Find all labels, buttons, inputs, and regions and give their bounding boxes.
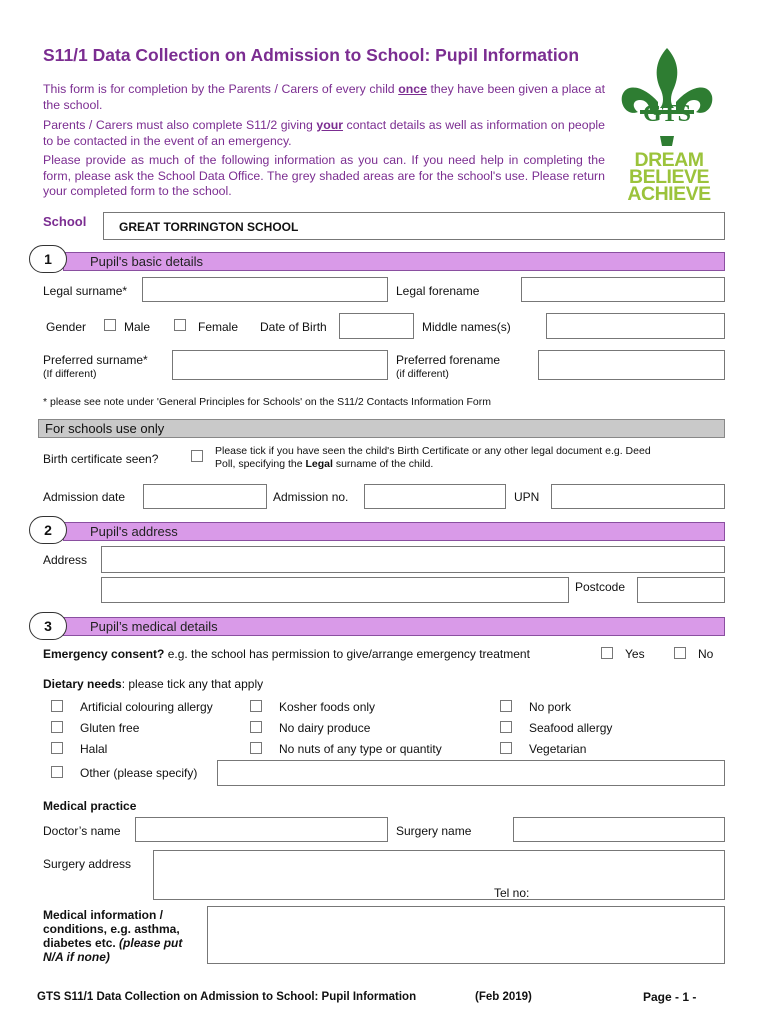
medical-practice-heading: Medical practice xyxy=(43,799,137,813)
gender-label: Gender xyxy=(46,320,87,334)
emergency-no-checkbox[interactable] xyxy=(674,647,686,659)
logo-initials: GTS xyxy=(642,101,692,127)
diet-no-nuts-label: No nuts of any type or quantity xyxy=(279,742,442,756)
diet-kosher-checkbox[interactable] xyxy=(250,700,262,712)
diet-no-dairy-checkbox[interactable] xyxy=(250,721,262,733)
diet-no-dairy-label: No dairy produce xyxy=(279,721,371,735)
gender-female-checkbox[interactable] xyxy=(174,319,186,331)
legal-forename-input[interactable] xyxy=(521,277,725,302)
surgery-name-input[interactable] xyxy=(513,817,725,842)
diet-kosher-label: Kosher foods only xyxy=(279,700,376,714)
admission-date-input[interactable] xyxy=(143,484,267,509)
postcode-input[interactable] xyxy=(637,577,725,603)
gender-female-label: Female xyxy=(198,320,239,334)
diet-seafood-label: Seafood allergy xyxy=(529,721,613,735)
admission-no-input[interactable] xyxy=(364,484,506,509)
emergency-yes-checkbox[interactable] xyxy=(601,647,613,659)
medical-info-label-line3: diabetes etc. (please put xyxy=(43,936,183,950)
section-1-title: Pupil's basic details xyxy=(90,254,204,269)
preferred-forename-note: (if different) xyxy=(396,368,449,380)
middle-names-label: Middle names(s) xyxy=(422,320,511,334)
admission-date-label: Admission date xyxy=(43,490,126,504)
school-use-title: For schools use only xyxy=(45,421,165,436)
admission-no-label: Admission no. xyxy=(273,490,349,504)
diet-no-pork-label: No pork xyxy=(529,700,572,714)
logo-believe: BELIEVE xyxy=(629,166,709,188)
medical-info-input[interactable] xyxy=(207,906,725,964)
section-3-title: Pupil’s medical details xyxy=(90,619,218,634)
upn-label: UPN xyxy=(514,490,540,504)
diet-halal-checkbox[interactable] xyxy=(51,742,63,754)
preferred-forename-input[interactable] xyxy=(538,350,725,380)
dietary-needs-label: Dietary needs: please tick any that apply xyxy=(43,677,264,691)
diet-other-input[interactable] xyxy=(217,760,725,786)
emergency-consent-label: Emergency consent? e.g. the school has permission to give/arrange emergency treatment xyxy=(43,647,530,661)
birth-cert-label: Birth certificate seen? xyxy=(43,452,159,466)
preferred-surname-input[interactable] xyxy=(172,350,388,380)
gender-male-label: Male xyxy=(124,320,151,334)
medical-info-label-line4: N/A if none) xyxy=(43,950,110,964)
tel-label: Tel no: xyxy=(494,886,530,900)
doctors-name-input[interactable] xyxy=(135,817,388,842)
diet-halal-label: Halal xyxy=(80,742,108,756)
preferred-surname-note: (If different) xyxy=(43,368,97,380)
diet-vegetarian-checkbox[interactable] xyxy=(500,742,512,754)
gender-male-checkbox[interactable] xyxy=(104,319,116,331)
birth-cert-checkbox[interactable] xyxy=(191,450,203,462)
section-2-title: Pupil's address xyxy=(90,524,178,539)
intro-paragraph-1: This form is for completion by the Parents / Carers of every child once they have been given a place at the school. xyxy=(43,82,606,112)
logo-dream: DREAM xyxy=(634,149,704,171)
dob-input[interactable] xyxy=(339,313,414,339)
middle-names-input[interactable] xyxy=(546,313,725,339)
section-3-number: 3 xyxy=(29,612,67,640)
diet-no-pork-checkbox[interactable] xyxy=(500,700,512,712)
diet-no-nuts-checkbox[interactable] xyxy=(250,742,262,754)
diet-other-checkbox[interactable] xyxy=(51,766,63,778)
preferred-forename-label: Preferred forename xyxy=(396,353,501,367)
surgery-name-label: Surgery name xyxy=(396,824,472,838)
intro-paragraph-2: Parents / Carers must also complete S11/2 giving your contact details as well as information on people to be contacted in the event of an emergency. xyxy=(43,118,605,148)
medical-info-label-line2: conditions, e.g. asthma, xyxy=(43,922,180,936)
dob-label: Date of Birth xyxy=(260,320,327,334)
diet-artificial-colouring-checkbox[interactable] xyxy=(51,700,63,712)
birth-cert-note-line1: Please tick if you have seen the child's Birth Certificate or any other legal document e.g. Deed xyxy=(215,445,651,457)
surgery-address-input[interactable] xyxy=(153,850,725,900)
section-1-number: 1 xyxy=(29,245,67,273)
footer-form-title: GTS S11/1 Data Collection on Admission to School: Pupil Information xyxy=(37,991,417,1003)
address-label: Address xyxy=(43,553,88,567)
diet-artificial-colouring-label: Artificial colouring allergy xyxy=(80,700,213,714)
logo-achieve: ACHIEVE xyxy=(627,183,711,205)
surgery-address-label: Surgery address xyxy=(43,857,132,871)
emergency-yes-label: Yes xyxy=(625,647,645,661)
footer-date: (Feb 2019) xyxy=(475,991,532,1003)
medical-info-label-line1: Medical information / xyxy=(43,908,164,922)
diet-gluten-free-checkbox[interactable] xyxy=(51,721,63,733)
legal-forename-label: Legal forename xyxy=(396,284,480,298)
diet-seafood-checkbox[interactable] xyxy=(500,721,512,733)
page-title: S11/1 Data Collection on Admission to School: Pupil Information xyxy=(43,45,580,65)
school-field[interactable] xyxy=(103,212,725,240)
address-line1-input[interactable] xyxy=(101,546,725,573)
diet-other-label: Other (please specify) xyxy=(80,766,198,780)
legal-surname-label: Legal surname* xyxy=(43,284,128,298)
surname-footnote: * please see note under 'General Principles for Schools' on the S11/2 Contacts Information Form xyxy=(43,396,491,408)
intro-paragraph-3: Please provide as much of the following information as you can. If you need help in completing the form, please ask the School Data Office. The grey shaded areas are for the school's use. Please return your completed form to the school. xyxy=(43,153,605,198)
birth-cert-note-line2: Poll, specifying the Legal surname of the child. xyxy=(215,458,434,470)
diet-vegetarian-label: Vegetarian xyxy=(529,742,587,756)
address-line2-input[interactable] xyxy=(101,577,569,603)
legal-surname-input[interactable] xyxy=(142,277,388,302)
emergency-no-label: No xyxy=(698,647,714,661)
doctors-name-label: Doctor’s name xyxy=(43,824,121,838)
upn-input[interactable] xyxy=(551,484,725,509)
school-value: GREAT TORRINGTON SCHOOL xyxy=(119,220,299,234)
postcode-label: Postcode xyxy=(575,580,626,594)
school-label: School xyxy=(43,214,87,229)
section-2-number: 2 xyxy=(29,516,67,544)
footer-page-number: Page - 1 - xyxy=(643,990,697,1004)
diet-gluten-free-label: Gluten free xyxy=(80,721,140,735)
preferred-surname-label: Preferred surname* xyxy=(43,353,148,367)
